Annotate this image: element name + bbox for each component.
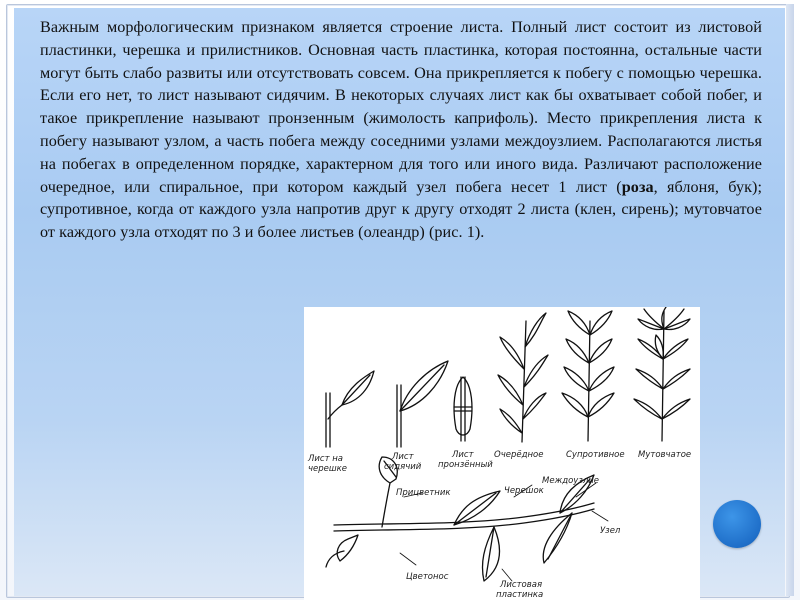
paragraph-part-1: Важным морфологическим признаком является строение листа. Полный лист состоит из листовой пластинки, черешка и прилистников. Основная часть пластинка, которая постоянна, остальные части могут быть слабо развиты или отсутствовать совсем. Она прикрепляется к побегу с помощью черешка. Если его нет, то лист называют сидячим. В некоторых случаях лист как бы охватывает собой побег, и такое прикрепление называют пронзенным (жимолость каприфоль). Место прикрепления листа к побегу называют узлом, а часть побега между соседними узлами междоузлием. Располагаются листья на побегах в определенном порядке, характерном для того или иного вида. Различают расположение очередное, или спиральное, при котором каждый узел побега несет 1 лист ( xyxy=(40,18,762,196)
label-flower: Цветонос xyxy=(406,572,449,582)
label-bract: Прицветник xyxy=(396,488,451,498)
label-pierced-1: Лист xyxy=(452,450,474,460)
label-stalk: Черешок xyxy=(504,486,544,496)
sessile-leaf-drawing xyxy=(397,361,448,447)
label-node: Узел xyxy=(600,526,621,536)
whorled-drawing xyxy=(634,307,690,441)
main-paragraph xyxy=(40,16,762,244)
leaf-figure xyxy=(304,307,700,600)
frame-edge xyxy=(786,4,794,596)
label-blade-2: пластинка xyxy=(496,590,544,600)
alternate-drawing xyxy=(498,313,548,442)
paragraph-bold-rose: роза xyxy=(621,177,654,196)
label-internode: Междоузлие xyxy=(542,476,600,486)
label-petiole-1: Лист на xyxy=(308,454,344,464)
label-whorled: Мутовчатое xyxy=(638,450,692,460)
label-blade-1: Листовая xyxy=(500,580,543,590)
label-pierced-2: пронзённый xyxy=(438,460,493,470)
decorative-circle xyxy=(713,500,761,548)
paragraph-part-2: , яблоня, бук); супротивное, когда от каждого узла напротив друг к другу отходят 2 листа (клен, сирень); мутовчатое от каждого узла отходят по 3 и более листьев (олеандр) (рис. 1). xyxy=(40,177,762,242)
label-alternate: Очерёдное xyxy=(494,450,544,460)
petiole-leaf-drawing xyxy=(326,371,374,447)
label-sessile-1: Лист xyxy=(392,452,414,462)
opposite-drawing xyxy=(562,311,614,441)
label-petiole-2: черешке xyxy=(308,464,348,474)
leaf-illustration xyxy=(304,307,700,600)
pierced-leaf-drawing xyxy=(454,377,472,441)
label-opposite: Супротивное xyxy=(566,450,625,460)
label-sessile-2: сидячий xyxy=(384,462,422,472)
